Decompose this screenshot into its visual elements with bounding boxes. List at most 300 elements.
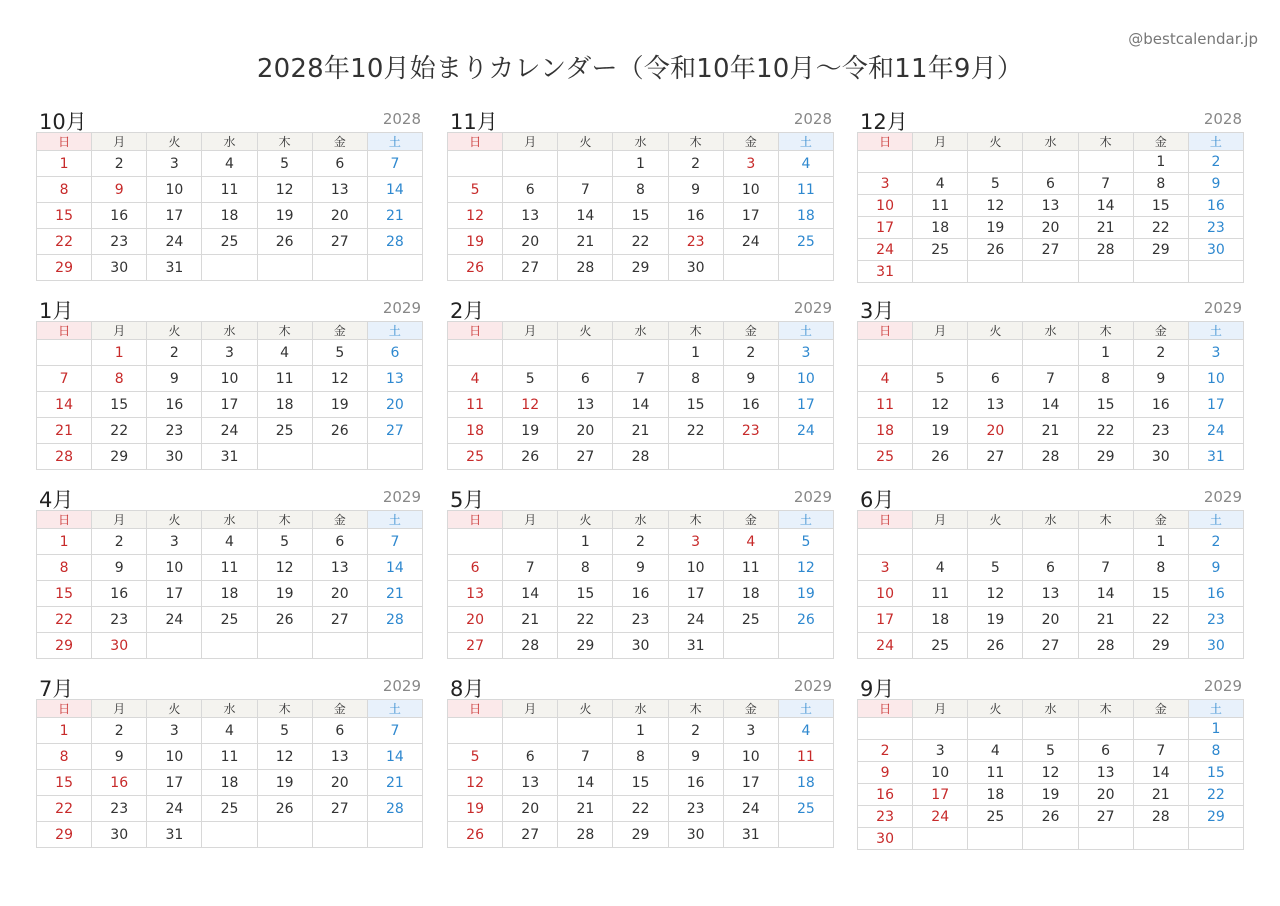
day-cell: 6 <box>448 555 503 581</box>
day-cell <box>858 529 913 555</box>
day-cell <box>968 340 1023 366</box>
day-cell: 26 <box>257 229 312 255</box>
day-cell <box>613 340 668 366</box>
day-cell: 21 <box>367 770 422 796</box>
day-cell: 23 <box>723 418 778 444</box>
day-cell: 29 <box>37 255 92 281</box>
day-cell: 7 <box>367 718 422 744</box>
day-cell: 1 <box>1078 340 1133 366</box>
day-cell: 21 <box>1078 607 1133 633</box>
weekday-header: 月 <box>913 700 968 718</box>
weekday-header: 金 <box>312 133 367 151</box>
day-cell: 15 <box>37 770 92 796</box>
day-cell <box>1023 340 1078 366</box>
day-cell: 11 <box>202 744 257 770</box>
month-table <box>447 699 834 848</box>
day-cell: 22 <box>613 229 668 255</box>
day-cell: 12 <box>448 770 503 796</box>
day-cell: 20 <box>1023 607 1078 633</box>
day-cell: 9 <box>613 555 668 581</box>
day-cell: 26 <box>503 444 558 470</box>
day-cell: 23 <box>1188 607 1243 633</box>
day-cell: 18 <box>202 770 257 796</box>
day-cell: 16 <box>1188 195 1243 217</box>
day-cell <box>668 444 723 470</box>
day-cell: 5 <box>778 529 833 555</box>
day-cell: 25 <box>257 418 312 444</box>
weekday-header: 火 <box>558 700 613 718</box>
day-cell: 12 <box>257 555 312 581</box>
day-cell: 28 <box>558 822 613 848</box>
month-header <box>447 108 834 132</box>
day-cell: 7 <box>613 366 668 392</box>
month-table <box>36 132 423 281</box>
month-calendar <box>447 108 834 281</box>
month-calendar <box>857 297 1244 470</box>
month-calendar <box>447 297 834 470</box>
month-header <box>857 108 1244 132</box>
day-cell: 24 <box>668 607 723 633</box>
day-cell: 3 <box>858 555 913 581</box>
month-year: 2028 <box>382 110 421 128</box>
weekday-header: 金 <box>723 511 778 529</box>
weekday-header: 水 <box>1023 133 1078 151</box>
day-cell <box>1133 718 1188 740</box>
day-cell: 15 <box>37 203 92 229</box>
day-cell: 16 <box>668 770 723 796</box>
day-cell: 7 <box>1078 555 1133 581</box>
weekday-header: 月 <box>913 511 968 529</box>
weekday-header: 土 <box>1188 322 1243 340</box>
day-cell: 8 <box>1133 173 1188 195</box>
day-cell: 4 <box>723 529 778 555</box>
month-name: 8月 <box>450 677 485 701</box>
day-cell: 22 <box>668 418 723 444</box>
day-cell: 7 <box>1078 173 1133 195</box>
weekday-header: 木 <box>668 133 723 151</box>
day-cell: 5 <box>503 366 558 392</box>
weekday-header: 日 <box>858 133 913 151</box>
day-cell: 20 <box>312 770 367 796</box>
day-cell: 1 <box>1133 151 1188 173</box>
day-cell: 28 <box>558 255 613 281</box>
day-cell: 24 <box>147 229 202 255</box>
day-cell: 15 <box>613 770 668 796</box>
day-cell: 10 <box>858 195 913 217</box>
day-cell: 3 <box>668 529 723 555</box>
weekday-header: 金 <box>723 133 778 151</box>
day-cell: 4 <box>448 366 503 392</box>
day-cell: 20 <box>1023 217 1078 239</box>
day-cell <box>558 151 613 177</box>
day-cell: 26 <box>257 607 312 633</box>
day-cell <box>968 151 1023 173</box>
day-cell: 2 <box>92 529 147 555</box>
day-cell: 11 <box>723 555 778 581</box>
day-cell: 3 <box>858 173 913 195</box>
day-cell: 26 <box>448 255 503 281</box>
day-cell: 27 <box>312 796 367 822</box>
day-cell: 12 <box>448 203 503 229</box>
day-cell: 17 <box>913 784 968 806</box>
day-cell <box>1188 261 1243 283</box>
day-cell: 1 <box>37 718 92 744</box>
day-cell: 24 <box>778 418 833 444</box>
day-cell: 21 <box>1023 418 1078 444</box>
day-cell: 6 <box>367 340 422 366</box>
day-cell: 12 <box>312 366 367 392</box>
day-cell: 27 <box>312 607 367 633</box>
day-cell <box>257 255 312 281</box>
day-cell: 24 <box>723 229 778 255</box>
day-cell: 9 <box>668 177 723 203</box>
day-cell <box>1188 828 1243 850</box>
day-cell: 14 <box>367 744 422 770</box>
day-cell: 4 <box>968 740 1023 762</box>
day-cell: 3 <box>913 740 968 762</box>
day-cell: 8 <box>37 744 92 770</box>
day-cell: 17 <box>858 217 913 239</box>
day-cell: 17 <box>147 581 202 607</box>
day-cell: 13 <box>367 366 422 392</box>
day-cell: 13 <box>312 744 367 770</box>
month-header <box>36 675 423 699</box>
day-cell <box>1078 151 1133 173</box>
weekday-header: 水 <box>1023 700 1078 718</box>
day-cell: 15 <box>613 203 668 229</box>
weekday-header: 土 <box>778 511 833 529</box>
day-cell: 29 <box>1078 444 1133 470</box>
day-cell: 27 <box>503 822 558 848</box>
day-cell <box>913 828 968 850</box>
day-cell: 2 <box>668 718 723 744</box>
day-cell <box>503 718 558 744</box>
month-year: 2029 <box>1203 488 1242 506</box>
day-cell: 17 <box>723 770 778 796</box>
month-name: 10月 <box>39 110 87 134</box>
day-cell <box>968 718 1023 740</box>
day-cell <box>778 444 833 470</box>
day-cell: 31 <box>202 444 257 470</box>
day-cell: 10 <box>858 581 913 607</box>
day-cell <box>503 151 558 177</box>
day-cell: 17 <box>1188 392 1243 418</box>
day-cell: 29 <box>1133 633 1188 659</box>
day-cell <box>723 633 778 659</box>
day-cell: 5 <box>257 151 312 177</box>
day-cell: 31 <box>723 822 778 848</box>
day-cell: 14 <box>558 770 613 796</box>
day-cell: 9 <box>1188 555 1243 581</box>
day-cell: 23 <box>92 607 147 633</box>
month-name: 6月 <box>860 488 895 512</box>
day-cell: 27 <box>1023 239 1078 261</box>
weekday-header: 土 <box>367 133 422 151</box>
month-header <box>857 297 1244 321</box>
day-cell: 7 <box>367 151 422 177</box>
weekday-header: 金 <box>1133 133 1188 151</box>
weekday-header: 火 <box>558 133 613 151</box>
weekday-header: 火 <box>968 511 1023 529</box>
weekday-header: 金 <box>723 700 778 718</box>
weekday-header: 日 <box>858 700 913 718</box>
day-cell <box>913 718 968 740</box>
day-cell: 24 <box>147 796 202 822</box>
day-cell: 13 <box>1078 762 1133 784</box>
day-cell: 3 <box>723 151 778 177</box>
day-cell: 26 <box>448 822 503 848</box>
day-cell <box>448 718 503 744</box>
day-cell: 25 <box>778 229 833 255</box>
weekday-header: 火 <box>147 322 202 340</box>
day-cell: 12 <box>968 195 1023 217</box>
day-cell: 9 <box>858 762 913 784</box>
day-cell <box>778 822 833 848</box>
day-cell: 1 <box>558 529 613 555</box>
day-cell: 8 <box>1133 555 1188 581</box>
weekday-header: 火 <box>147 700 202 718</box>
day-cell: 30 <box>147 444 202 470</box>
day-cell: 5 <box>1023 740 1078 762</box>
weekday-header: 火 <box>968 133 1023 151</box>
day-cell: 15 <box>558 581 613 607</box>
day-cell <box>1078 261 1133 283</box>
month-year: 2029 <box>382 299 421 317</box>
day-cell: 4 <box>778 718 833 744</box>
day-cell: 28 <box>1078 239 1133 261</box>
month-header <box>447 297 834 321</box>
weekday-header: 水 <box>613 133 668 151</box>
day-cell: 8 <box>1188 740 1243 762</box>
month-header <box>447 486 834 510</box>
day-cell: 31 <box>1188 444 1243 470</box>
day-cell <box>723 444 778 470</box>
month-table <box>36 699 423 848</box>
day-cell <box>558 718 613 744</box>
day-cell: 7 <box>558 177 613 203</box>
day-cell: 16 <box>668 203 723 229</box>
day-cell: 28 <box>503 633 558 659</box>
weekday-header: 水 <box>613 322 668 340</box>
month-name: 5月 <box>450 488 485 512</box>
day-cell: 17 <box>668 581 723 607</box>
day-cell: 17 <box>858 607 913 633</box>
day-cell: 6 <box>503 177 558 203</box>
day-cell: 31 <box>668 633 723 659</box>
day-cell: 10 <box>668 555 723 581</box>
day-cell: 23 <box>1188 217 1243 239</box>
day-cell: 6 <box>1023 173 1078 195</box>
weekday-header: 月 <box>913 133 968 151</box>
day-cell: 27 <box>968 444 1023 470</box>
day-cell: 27 <box>312 229 367 255</box>
day-cell: 1 <box>613 151 668 177</box>
day-cell: 12 <box>913 392 968 418</box>
day-cell: 16 <box>858 784 913 806</box>
day-cell: 23 <box>668 796 723 822</box>
month-table <box>447 510 834 659</box>
day-cell: 22 <box>613 796 668 822</box>
day-cell: 13 <box>503 770 558 796</box>
day-cell: 24 <box>147 607 202 633</box>
day-cell: 9 <box>92 555 147 581</box>
day-cell: 18 <box>202 203 257 229</box>
day-cell: 2 <box>92 718 147 744</box>
day-cell: 5 <box>257 529 312 555</box>
day-cell <box>1078 529 1133 555</box>
day-cell: 15 <box>1133 581 1188 607</box>
day-cell: 16 <box>723 392 778 418</box>
month-header <box>447 675 834 699</box>
day-cell: 14 <box>558 203 613 229</box>
day-cell: 25 <box>858 444 913 470</box>
day-cell: 5 <box>448 744 503 770</box>
month-calendar <box>36 108 423 281</box>
month-name: 7月 <box>39 677 74 701</box>
day-cell <box>448 340 503 366</box>
day-cell: 9 <box>668 744 723 770</box>
day-cell: 25 <box>913 633 968 659</box>
day-cell: 15 <box>1078 392 1133 418</box>
day-cell <box>257 444 312 470</box>
day-cell: 7 <box>37 366 92 392</box>
day-cell: 18 <box>968 784 1023 806</box>
day-cell: 28 <box>613 444 668 470</box>
day-cell: 21 <box>1078 217 1133 239</box>
day-cell <box>1023 151 1078 173</box>
day-cell: 19 <box>1023 784 1078 806</box>
weekday-header: 木 <box>1078 322 1133 340</box>
month-name: 9月 <box>860 677 895 701</box>
day-cell <box>367 444 422 470</box>
weekday-header: 日 <box>448 133 503 151</box>
month-header <box>36 108 423 132</box>
day-cell: 10 <box>202 366 257 392</box>
site-credit: @bestcalendar.jp <box>1128 30 1258 48</box>
day-cell: 17 <box>778 392 833 418</box>
day-cell: 9 <box>1133 366 1188 392</box>
weekday-header: 金 <box>312 322 367 340</box>
weekday-header: 火 <box>968 322 1023 340</box>
day-cell: 16 <box>92 581 147 607</box>
day-cell: 4 <box>913 555 968 581</box>
weekday-header: 月 <box>503 700 558 718</box>
day-cell: 17 <box>147 203 202 229</box>
day-cell <box>723 255 778 281</box>
day-cell: 26 <box>312 418 367 444</box>
day-cell: 5 <box>913 366 968 392</box>
weekday-header: 金 <box>1133 511 1188 529</box>
day-cell <box>367 255 422 281</box>
day-cell: 5 <box>257 718 312 744</box>
day-cell: 18 <box>913 217 968 239</box>
day-cell: 3 <box>1188 340 1243 366</box>
day-cell: 23 <box>147 418 202 444</box>
day-cell: 14 <box>503 581 558 607</box>
day-cell: 18 <box>202 581 257 607</box>
day-cell: 29 <box>92 444 147 470</box>
day-cell: 14 <box>367 177 422 203</box>
day-cell: 12 <box>1023 762 1078 784</box>
day-cell: 13 <box>448 581 503 607</box>
day-cell: 21 <box>558 796 613 822</box>
day-cell <box>913 261 968 283</box>
day-cell: 14 <box>367 555 422 581</box>
day-cell: 14 <box>1133 762 1188 784</box>
month-table <box>857 321 1244 470</box>
day-cell <box>202 822 257 848</box>
day-cell: 18 <box>913 607 968 633</box>
day-cell <box>448 151 503 177</box>
day-cell: 26 <box>968 239 1023 261</box>
day-cell: 1 <box>668 340 723 366</box>
weekday-header: 金 <box>723 322 778 340</box>
day-cell: 7 <box>1023 366 1078 392</box>
day-cell: 3 <box>723 718 778 744</box>
day-cell: 5 <box>968 173 1023 195</box>
day-cell: 28 <box>1133 806 1188 828</box>
day-cell: 11 <box>778 177 833 203</box>
day-cell: 20 <box>312 203 367 229</box>
weekday-header: 月 <box>503 133 558 151</box>
day-cell: 2 <box>147 340 202 366</box>
day-cell: 16 <box>1133 392 1188 418</box>
day-cell: 30 <box>668 255 723 281</box>
day-cell: 6 <box>312 718 367 744</box>
day-cell: 20 <box>503 796 558 822</box>
day-cell: 6 <box>968 366 1023 392</box>
day-cell: 29 <box>613 822 668 848</box>
page-title: 2028年10月始まりカレンダー（令和10年10月〜令和11年9月） <box>256 54 1024 84</box>
month-calendar <box>857 675 1244 850</box>
day-cell: 20 <box>448 607 503 633</box>
day-cell: 20 <box>503 229 558 255</box>
month-year: 2029 <box>382 677 421 695</box>
day-cell: 28 <box>367 796 422 822</box>
day-cell: 23 <box>1133 418 1188 444</box>
day-cell: 7 <box>503 555 558 581</box>
weekday-header: 土 <box>778 133 833 151</box>
weekday-header: 日 <box>37 511 92 529</box>
day-cell: 18 <box>778 203 833 229</box>
month-name: 3月 <box>860 299 895 323</box>
day-cell: 8 <box>1078 366 1133 392</box>
weekday-header: 水 <box>202 133 257 151</box>
day-cell <box>913 529 968 555</box>
day-cell: 10 <box>723 744 778 770</box>
month-year: 2028 <box>793 110 832 128</box>
day-cell: 22 <box>1188 784 1243 806</box>
day-cell <box>367 633 422 659</box>
weekday-header: 水 <box>1023 511 1078 529</box>
day-cell: 10 <box>723 177 778 203</box>
day-cell: 8 <box>668 366 723 392</box>
weekday-header: 金 <box>1133 700 1188 718</box>
day-cell: 19 <box>913 418 968 444</box>
day-cell: 30 <box>92 255 147 281</box>
day-cell: 19 <box>257 581 312 607</box>
weekday-header: 月 <box>92 322 147 340</box>
weekday-header: 火 <box>147 511 202 529</box>
day-cell: 25 <box>968 806 1023 828</box>
month-table <box>36 510 423 659</box>
month-calendar <box>36 297 423 470</box>
day-cell <box>503 340 558 366</box>
day-cell: 17 <box>723 203 778 229</box>
day-cell: 4 <box>778 151 833 177</box>
weekday-header: 火 <box>968 700 1023 718</box>
day-cell <box>503 529 558 555</box>
